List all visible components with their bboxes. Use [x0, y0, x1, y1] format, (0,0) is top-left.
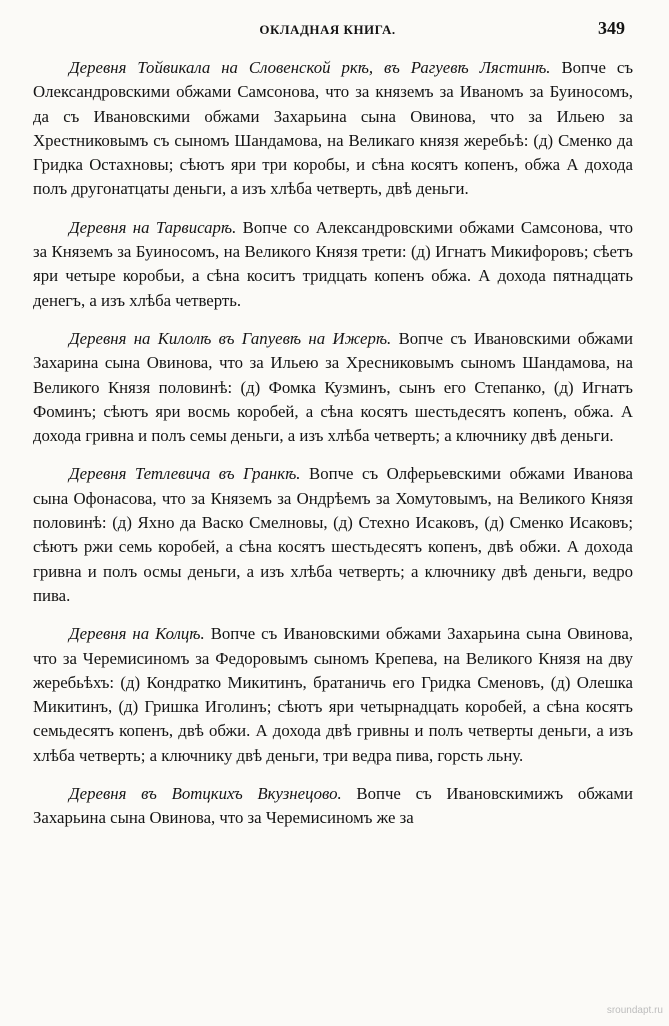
running-title: ОКЛАДНАЯ КНИГА.	[259, 22, 396, 37]
entry-text: Вопче съ Олександровскими обжами Самсонова, что за княземъ за Иваномъ за Буиносомъ, да съ Ивановскими обжами Захарьина сына Овинова, что за Ильею за Хрестниковымъ съ сыномъ Шандамова, на Великаго князя жеребьѣ: (д) Сменко да Гридка Остахновы; сѣютъ яри три коробы, и сѣна косятъ копенъ, обжа А дохода полъ другонатцаты деньги, а изъ хлѣба четверть, двѣ деньги.	[33, 58, 634, 199]
entry-kilol	[33, 327, 633, 448]
village-heading: Деревня на Колцѣ.	[69, 624, 205, 644]
entry-text: Вопче съ Ивановскимижъ обжами Захарьина сына Овинова, что за Черемисиномъ же за	[33, 784, 633, 828]
village-heading: Деревня на Килолѣ въ Гапуевѣ на Ижерѣ.	[69, 328, 392, 348]
page-number: 349	[598, 18, 625, 38]
entry-toivikala	[33, 56, 633, 202]
watermark: sroundapt.ru	[606, 1005, 663, 1016]
entry-tetlevicha	[33, 462, 633, 608]
village-heading: Деревня въ Вотцкихъ Вкузнецово.	[69, 784, 342, 804]
entry-text: Вопче съ Ивановскими обжами Захарина сына Овинова, что за Ильею за Хресниковымъ сыномъ Шандамова, на Великого Князя половинѣ: (д) Фомка Кузминъ, сынъ его Степанко, (д) Игнатъ Фоминъ; сѣютъ яри восмь коробей, а сѣна косятъ шестьдесятъ копенъ, обжа. А дохода гривна и полъ семы деньги, а изъ хлѣба четверть; а ключнику двѣ деньги.	[33, 328, 633, 446]
entry-kolts	[33, 622, 633, 768]
entry-votskikh	[33, 782, 633, 831]
village-heading: Деревня Тойвикала на Словенской ркѣ, въ Рагуевѣ Лястинѣ.	[69, 58, 551, 77]
entry-text: Вопче съ Олферьевскими обжами Иванова сына Офонасова, что за Княземъ за Ондрѣемъ за Хомутовымъ, на Великого Князя половинѣ: (д) Яхно да Васко Смелновы, (д) Стехно Исаковъ, (д) Сменко Исаковъ; сѣютъ ржи семь коробей, а сѣна косятъ шестьдесятъ копенъ, двѣ обжи. А дохода гривна и полъ осмы деньги, а изъ хлѣба четверть; а ключнику двѣ деньги, ведро пива.	[33, 464, 633, 605]
village-heading: Деревня на Тарвисарѣ.	[69, 217, 237, 237]
body-text	[33, 56, 633, 831]
page-header	[30, 18, 625, 42]
entry-text: Вопче со Александровскими обжами Самсонова, что за Княземъ за Буиносомъ, на Великого Князя трети: (д) Игнатъ Микифоровъ; сѣетъ яри четыре коробьи, а сѣна коситъ тридцать копенъ обжа. А дохода пятнадцать денегъ, а изъ хлѣба четверть.	[33, 217, 633, 310]
entry-tarvisar	[33, 216, 633, 313]
entry-text: Вопче съ Ивановскими обжами Захарьина сына Овинова, что за Черемисиномъ за Федоровымъ сыномъ Крепева, на Великого Князя на дву жеребьѣхъ: (д) Кондратко Микитинъ, братаничь его Гридка Сменовъ, (д) Олешка Микитинъ, (д) Гришка Иголинъ; сѣютъ яри четырнадцать коробей, а сѣна косятъ семьдесятъ копенъ, двѣ обжи. А дохода двѣ гривны и полъ четверты деньги, а изъ хлѣба четверть; а ключнику двѣ деньги, три ведра пива, горсть льну.	[33, 624, 633, 765]
village-heading: Деревня Тетлевича въ Гранкѣ.	[69, 464, 301, 484]
